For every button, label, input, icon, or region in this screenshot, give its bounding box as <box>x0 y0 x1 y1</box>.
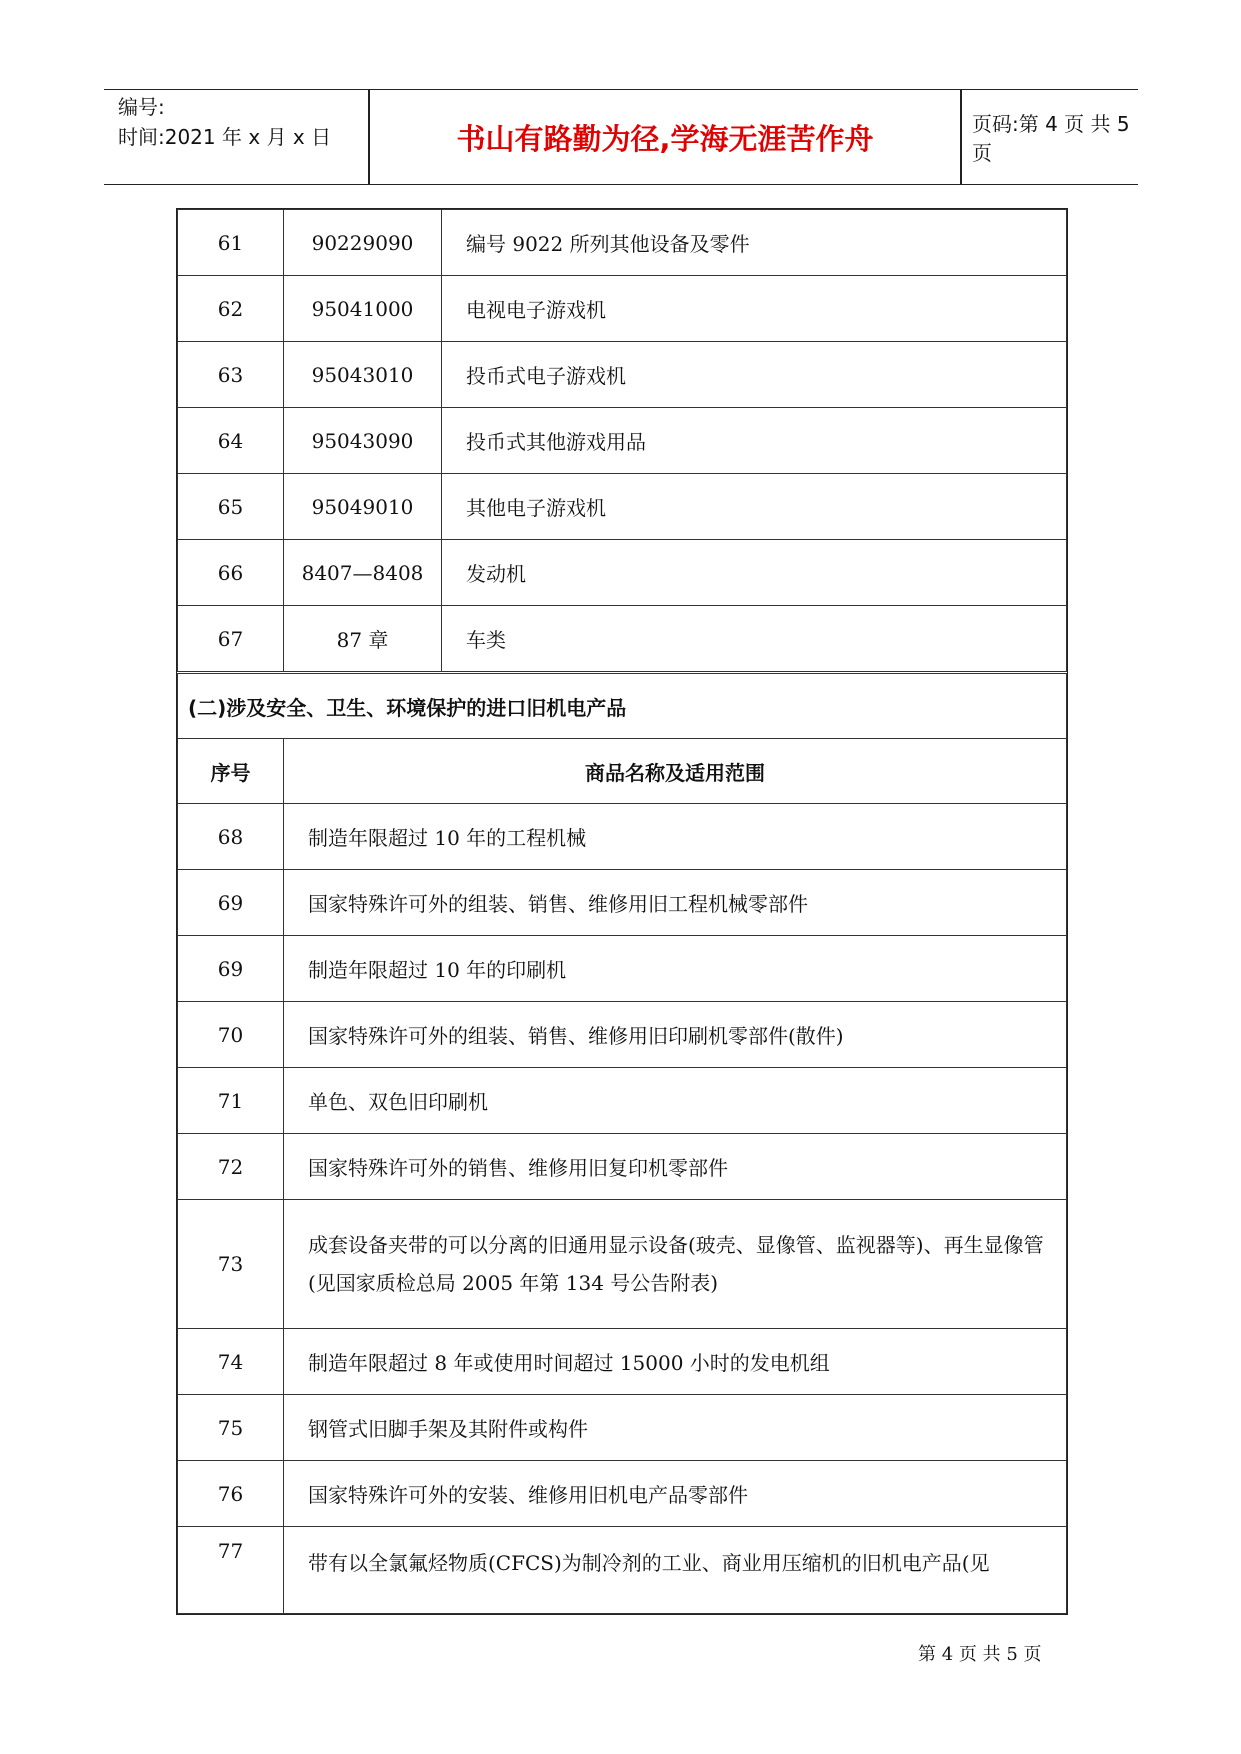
table-row <box>178 1134 1067 1200</box>
table-row <box>178 870 1067 936</box>
table-row <box>178 540 1067 606</box>
row-description: 国家特殊许可外的组装、销售、维修用旧印刷机零部件(散件) <box>284 1002 1067 1068</box>
row-number: 65 <box>178 474 284 540</box>
table-header-row <box>178 739 1067 804</box>
row-code: 95049010 <box>284 474 442 540</box>
page-header <box>104 89 1138 185</box>
row-description: 国家特殊许可外的销售、维修用旧复印机零部件 <box>284 1134 1067 1200</box>
row-description: 投币式电子游戏机 <box>442 342 1067 408</box>
table-row <box>178 1395 1067 1461</box>
row-description: 其他电子游戏机 <box>442 474 1067 540</box>
row-number: 76 <box>178 1461 284 1527</box>
header-meta <box>118 92 368 152</box>
row-number: 73 <box>178 1200 284 1329</box>
row-description: 单色、双色旧印刷机 <box>284 1068 1067 1134</box>
header-divider <box>960 90 962 184</box>
table-row <box>178 804 1067 870</box>
table-row <box>178 342 1067 408</box>
document-table-wrapper <box>177 209 1067 1614</box>
row-number: 66 <box>178 540 284 606</box>
row-number: 70 <box>178 1002 284 1068</box>
row-description: 编号 9022 所列其他设备及零件 <box>442 210 1067 276</box>
section-title-row <box>178 673 1067 739</box>
table-row <box>178 1068 1067 1134</box>
row-description: 车类 <box>442 606 1067 673</box>
row-number: 62 <box>178 276 284 342</box>
table-row <box>178 1461 1067 1527</box>
header-motto: 书山有路勤为径,学海无涯苦作舟 <box>456 121 874 156</box>
row-code: 95041000 <box>284 276 442 342</box>
row-number: 69 <box>178 936 284 1002</box>
row-code: 90229090 <box>284 210 442 276</box>
row-description: 投币式其他游戏用品 <box>442 408 1067 474</box>
table-row <box>178 276 1067 342</box>
row-number: 64 <box>178 408 284 474</box>
row-number: 63 <box>178 342 284 408</box>
row-description: 带有以全氯氟烃物质(CFCS)为制冷剂的工业、商业用压缩机的旧机电产品(见 <box>284 1527 1067 1614</box>
row-number: 69 <box>178 870 284 936</box>
row-description: 制造年限超过 8 年或使用时间超过 15000 小时的发电机组 <box>284 1329 1067 1395</box>
table-row <box>178 1200 1067 1329</box>
row-description: 国家特殊许可外的安装、维修用旧机电产品零部件 <box>284 1461 1067 1527</box>
row-number: 74 <box>178 1329 284 1395</box>
row-description: 制造年限超过 10 年的工程机械 <box>284 804 1067 870</box>
row-number: 72 <box>178 1134 284 1200</box>
header-page-label: 页码:第 4 页 共 5 页 <box>972 112 1130 165</box>
row-code: 95043090 <box>284 408 442 474</box>
table-row <box>178 1002 1067 1068</box>
column-header-name: 商品名称及适用范围 <box>284 739 1067 804</box>
table-row <box>178 210 1067 276</box>
page-footer: 第 4 页 共 5 页 <box>918 1644 1042 1665</box>
table-row <box>178 408 1067 474</box>
header-time-label: 时间:2021 年 x 月 x 日 <box>118 125 332 149</box>
row-description: 制造年限超过 10 年的印刷机 <box>284 936 1067 1002</box>
row-number: 68 <box>178 804 284 870</box>
document-table <box>177 209 1067 1614</box>
section-title: (二)涉及安全、卫生、环境保护的进口旧机电产品 <box>178 673 1067 739</box>
row-description: 钢管式旧脚手架及其附件或构件 <box>284 1395 1067 1461</box>
table-row <box>178 1329 1067 1395</box>
row-description: 发动机 <box>442 540 1067 606</box>
table-row <box>178 606 1067 673</box>
row-code: 95043010 <box>284 342 442 408</box>
row-description: 成套设备夹带的可以分离的旧通用显示设备(玻壳、显像管、监视器等)、再生显像管(见国家质检总局 2005 年第 134 号公告附表) <box>284 1200 1067 1329</box>
table-row <box>178 474 1067 540</box>
row-number: 61 <box>178 210 284 276</box>
header-number-label: 编号: <box>118 95 165 119</box>
row-code: 8407—8408 <box>284 540 442 606</box>
row-number: 75 <box>178 1395 284 1461</box>
row-description: 电视电子游戏机 <box>442 276 1067 342</box>
row-code: 87 章 <box>284 606 442 673</box>
table-row <box>178 1527 1067 1614</box>
row-description: 国家特殊许可外的组装、销售、维修用旧工程机械零部件 <box>284 870 1067 936</box>
table-row <box>178 936 1067 1002</box>
column-header-number: 序号 <box>178 739 284 804</box>
row-number: 77 <box>178 1527 284 1614</box>
row-number: 67 <box>178 606 284 673</box>
row-number: 71 <box>178 1068 284 1134</box>
